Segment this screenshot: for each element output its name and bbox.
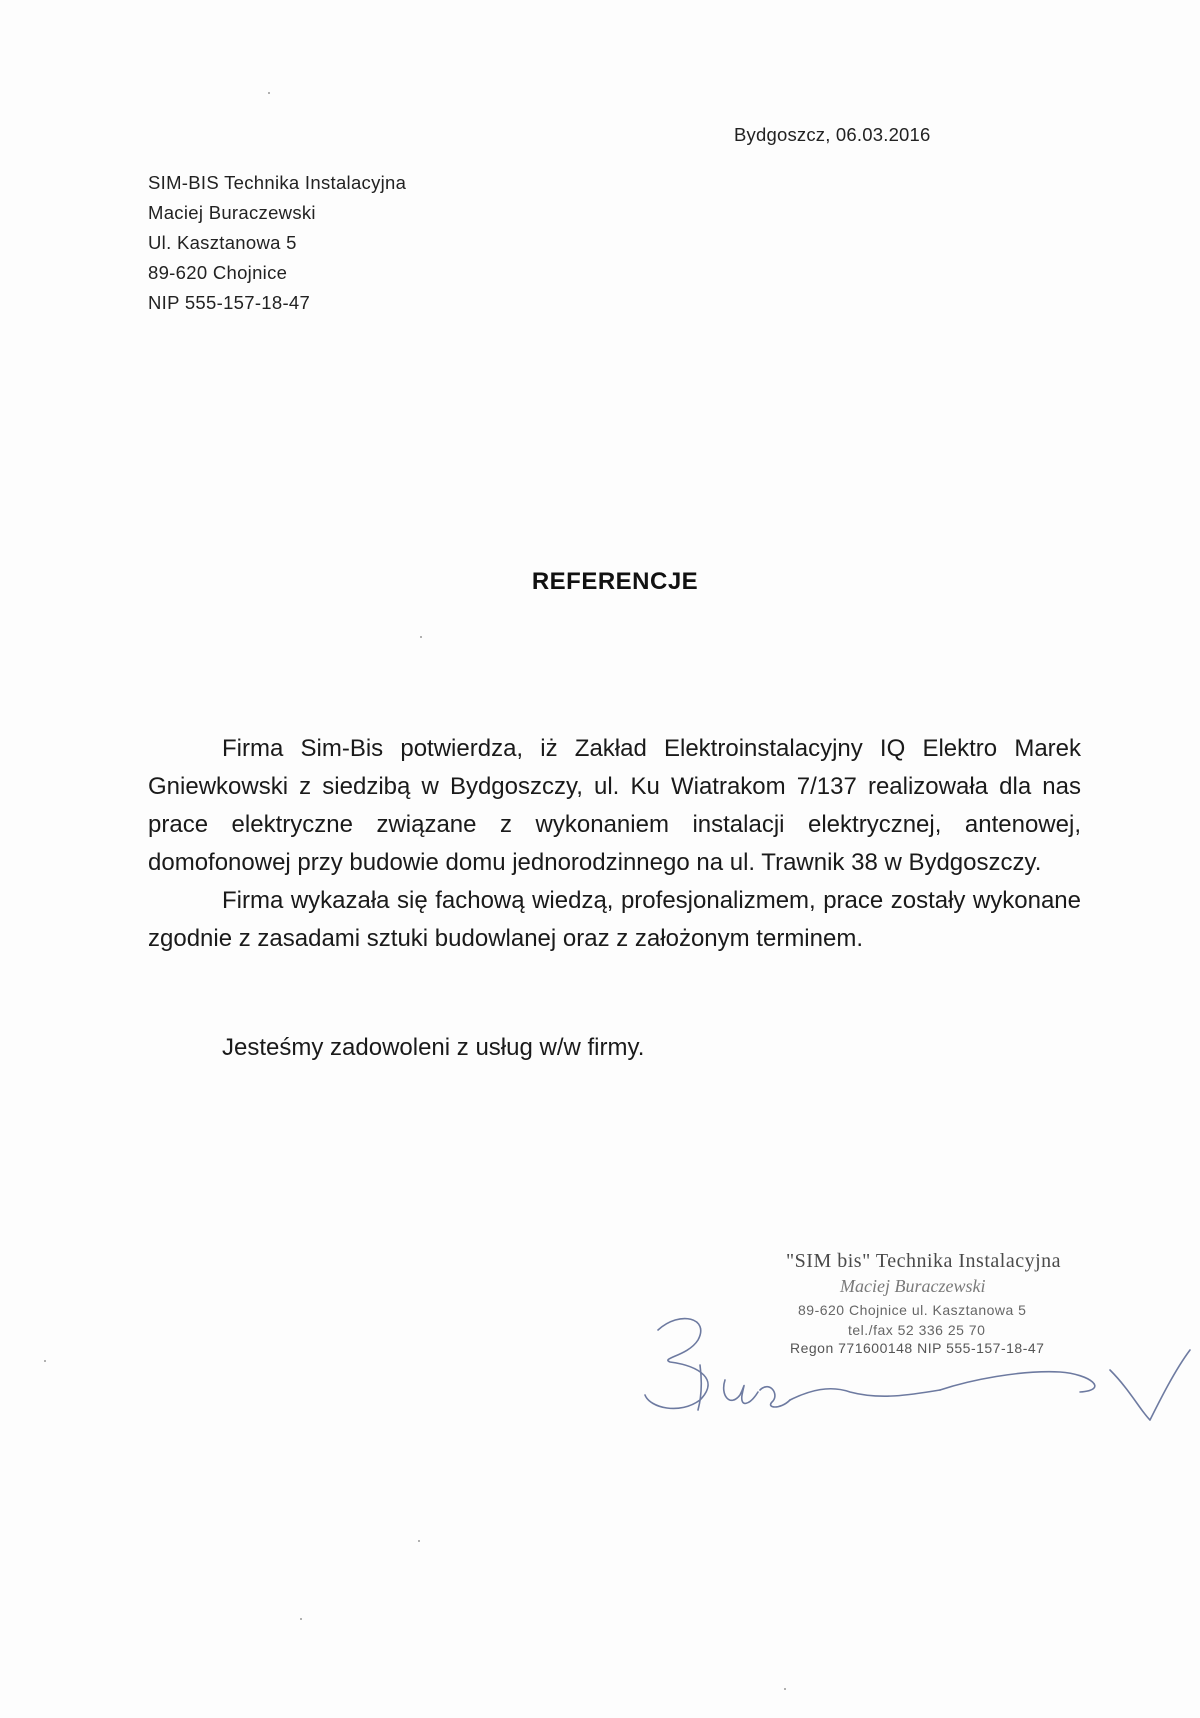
closing-sentence: Jesteśmy zadowoleni z usług w/w firmy. bbox=[222, 1034, 645, 1061]
sender-person-name: Maciej Buraczewski bbox=[148, 202, 316, 223]
handwritten-signature bbox=[640, 1300, 1200, 1430]
stamp-company-line: "SIM bis" Technika Instalacyjna bbox=[786, 1250, 1062, 1272]
body-paragraph-2: Firma wykazała się fachową wiedzą, profesjonalizmem, prace zostały wykonane zgodnie z zasadami sztuki budowlanej oraz z założonym terminem. bbox=[148, 887, 1081, 952]
scan-speck bbox=[420, 636, 422, 638]
sender-address-block bbox=[148, 168, 406, 318]
scan-speck bbox=[44, 1360, 46, 1362]
scan-speck bbox=[300, 1618, 302, 1620]
scan-speck bbox=[268, 92, 270, 94]
stamp-address-line: 89-620 Chojnice ul. Kasztanowa 5 bbox=[798, 1302, 1027, 1318]
scan-speck bbox=[418, 1540, 420, 1542]
document-title: REFERENCJE bbox=[531, 568, 699, 595]
document-body bbox=[148, 730, 1081, 958]
sender-street: Ul. Kasztanowa 5 bbox=[148, 232, 297, 253]
sender-postal-city: 89-620 Chojnice bbox=[148, 262, 288, 283]
stamp-owner-line: Maciej Buraczewski bbox=[840, 1276, 986, 1296]
sender-company-name: SIM-BIS Technika Instalacyjna bbox=[148, 172, 407, 193]
scan-speck bbox=[784, 1688, 786, 1690]
body-paragraph-1: Firma Sim-Bis potwierdza, iż Zakład Elektroinstalacyjny IQ Elektro Marek Gniewkowski z siedzibą w Bydgoszczy, ul. Ku Wiatrakom 7/137 realizowała dla nas prace elektryczne związane z wykonaniem instalacji elektrycznej, antenowej, domofonowej przy budowie domu jednorodzinnego na ul. Trawnik 38 w Bydgoszczy. bbox=[148, 735, 1081, 876]
stamp-registry-line: Regon 771600148 NIP 555-157-18-47 bbox=[790, 1340, 1045, 1356]
sender-tax-id: NIP 555-157-18-47 bbox=[148, 292, 311, 313]
stamp-phone-line: tel./fax 52 336 25 70 bbox=[848, 1322, 986, 1338]
place-date: Bydgoszcz, 06.03.2016 bbox=[734, 124, 931, 145]
